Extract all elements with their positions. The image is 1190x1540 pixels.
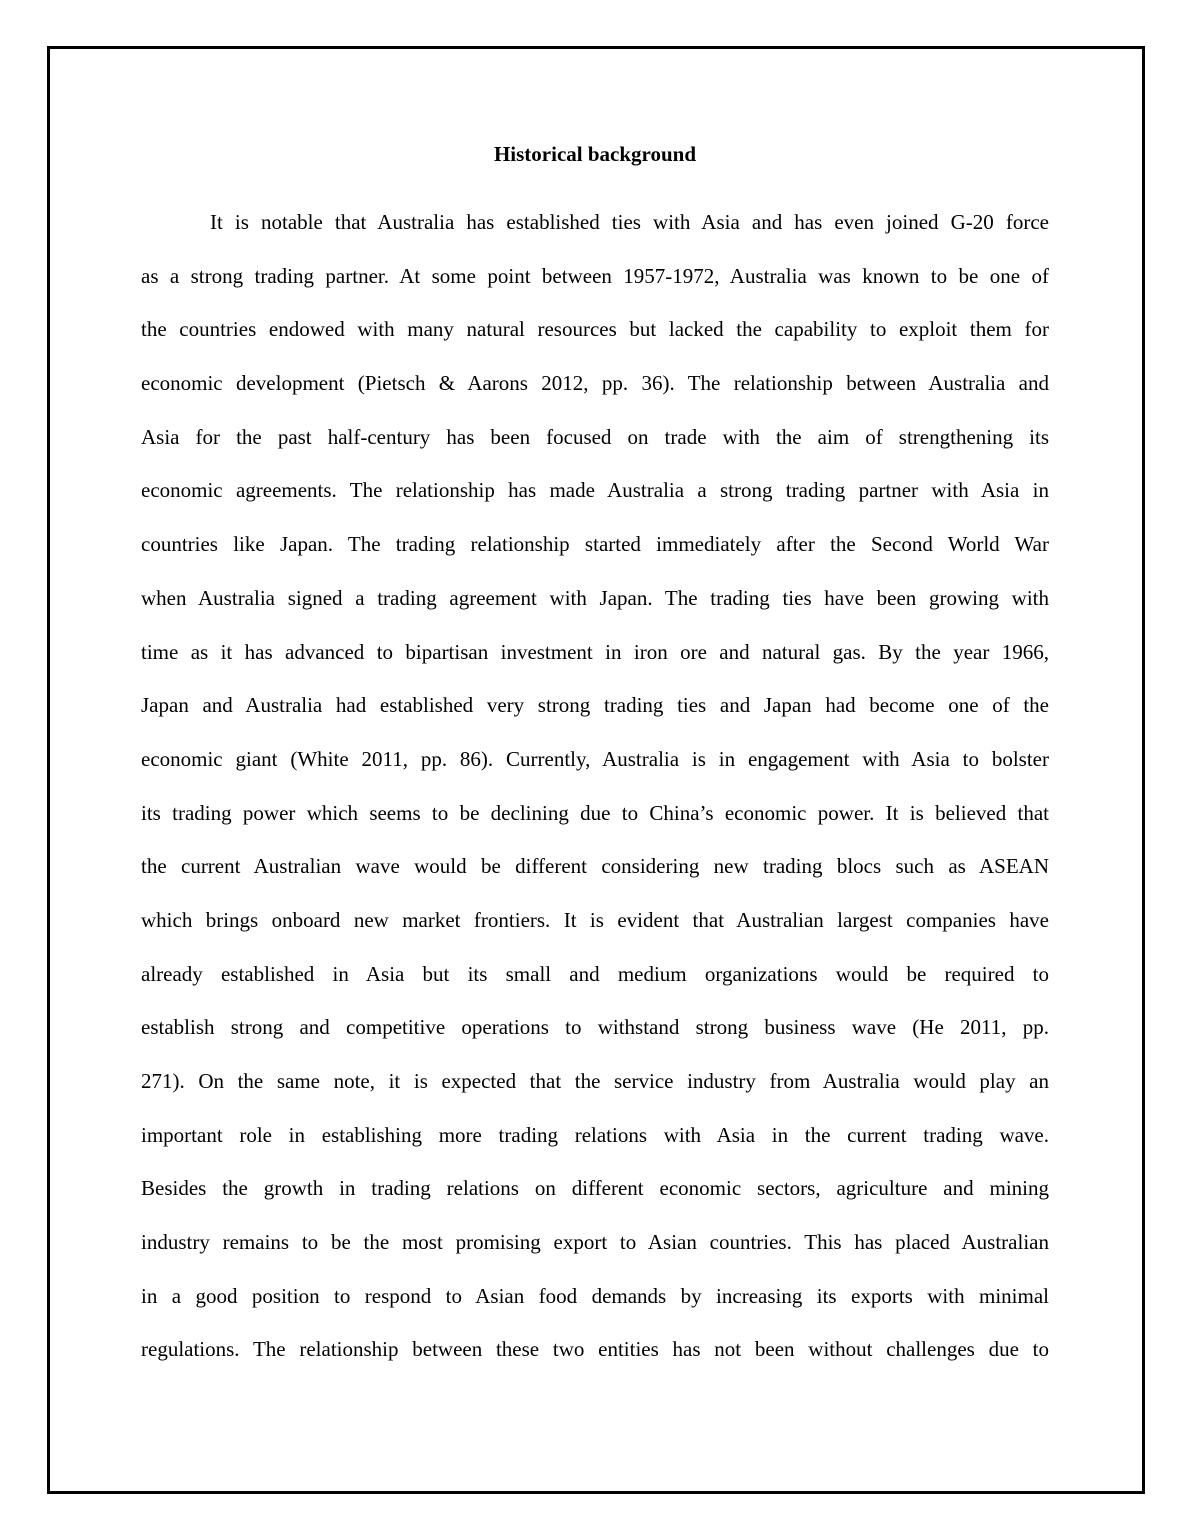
paragraph-line: establish strong and competitive operations to withstand strong business wave (He 2011, pp. [141, 1015, 1049, 1040]
paragraph-line: It is notable that Australia has established ties with Asia and has even joined G-20 force [210, 210, 1049, 234]
paragraph-line: which brings onboard new market frontiers. It is evident that Australian largest companies have [141, 907, 1049, 932]
paragraph-line: industry remains to be the most promising export to Asian countries. This has placed Australian [141, 1230, 1049, 1255]
paragraph-line: economic development (Pietsch & Aarons 2012, pp. 36). The relationship between Australia and [141, 371, 1049, 396]
paragraph-line: Besides the growth in trading relations on different economic sectors, agriculture and mining [141, 1176, 1049, 1201]
paragraph-line: time as it has advanced to bipartisan investment in iron ore and natural gas. By the year 1966, [141, 639, 1049, 664]
paragraph-line: already established in Asia but its small and medium organizations would be required to [141, 961, 1049, 986]
paragraph-line: when Australia signed a trading agreement with Japan. The trading ties have been growing with [141, 585, 1049, 610]
paragraph-line: the current Australian wave would be different considering new trading blocs such as ASEAN [141, 854, 1049, 879]
paragraph-line: economic giant (White 2011, pp. 86). Currently, Australia is in engagement with Asia to bolster [141, 746, 1049, 771]
paragraph-line: 271). On the same note, it is expected that the service industry from Australia would play an [141, 1069, 1049, 1093]
paragraph-line: as a strong trading partner. At some point between 1957-1972, Australia was known to be one of [141, 263, 1049, 288]
paragraph-line: countries like Japan. The trading relationship started immediately after the Second World War [141, 532, 1049, 557]
paragraph-line: economic agreements. The relationship has made Australia a strong trading partner with Asia in [141, 478, 1049, 503]
paragraph-line: regulations. The relationship between these two entities has not been without challenges due to [141, 1337, 1049, 1362]
body-paragraph [141, 196, 1049, 1377]
paragraph-line: its trading power which seems to be declining due to China’s economic power. It is believed that [141, 800, 1049, 825]
paragraph-line: the countries endowed with many natural resources but lacked the capability to exploit them for [141, 317, 1049, 342]
paragraph-line: Japan and Australia had established very strong trading ties and Japan had become one of the [141, 693, 1049, 718]
section-heading: Historical background [493, 142, 697, 166]
paragraph-line: Asia for the past half-century has been focused on trade with the aim of strengthening its [141, 424, 1049, 449]
paragraph-line: important role in establishing more trading relations with Asia in the current trading wave. [141, 1122, 1049, 1147]
paragraph-line: in a good position to respond to Asian food demands by increasing its exports with minimal [141, 1283, 1049, 1308]
